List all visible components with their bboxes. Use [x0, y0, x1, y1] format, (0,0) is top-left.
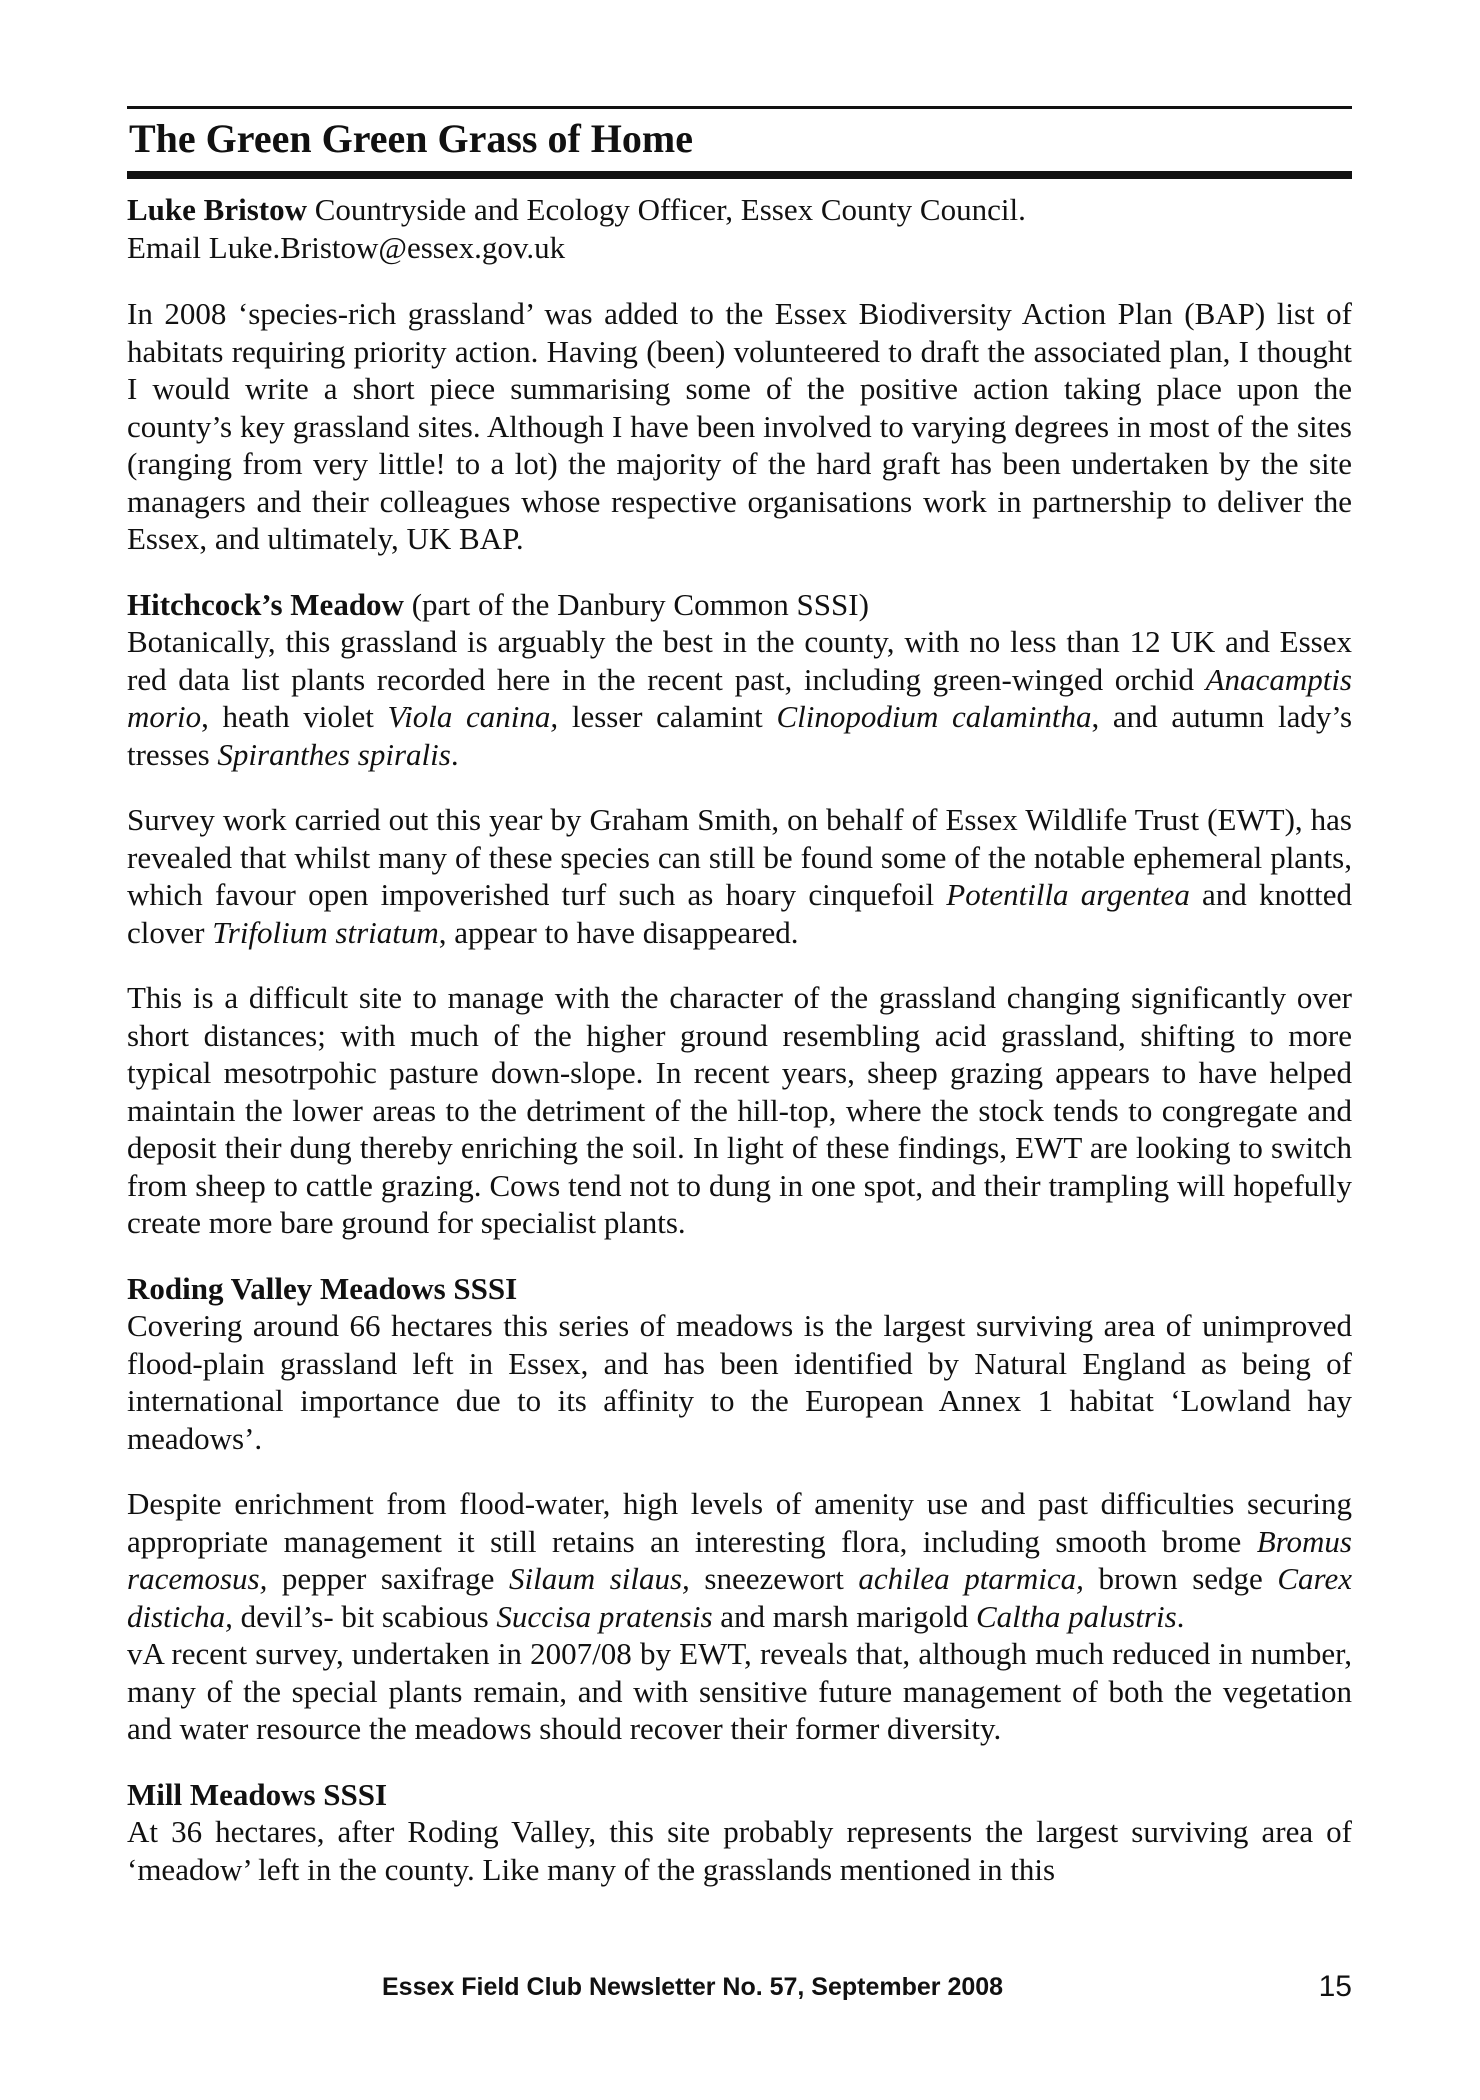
text-run: lesser calamint	[558, 699, 777, 734]
author-block	[127, 191, 1352, 267]
text-run: .	[450, 736, 459, 772]
top-rule	[127, 106, 1352, 109]
text-run: brown sedge	[1083, 1561, 1278, 1596]
text-run: Survey work carried out this year by Graham Smith, on behalf of Essex Wildlife Trust (EWT), has revealed that whilst many of these species can still be found some of the notable ephemeral plants, which favour open impoverished turf such as hoary cinquefoil	[127, 802, 1352, 912]
text-run: and knotted clover	[127, 877, 1353, 950]
section-heading-hitchcock: Hitchcock’s Meadow	[127, 586, 404, 622]
title-rule	[127, 171, 1352, 179]
text-run: sneezewort	[689, 1561, 859, 1596]
species-name: Succisa pratensis	[496, 1598, 713, 1634]
page-number: 15	[1318, 1970, 1352, 2003]
species-name: achilea ptarmica,	[858, 1561, 1084, 1596]
intro-paragraph: In 2008 ‘species-rich grassland’ was added to the Essex Biodiversity Action Plan (BAP) list of habitats requiring priority action. Having (been) volunteered to draft the associated plan, I thought I would write a short piece summarising some of the positive action taking place upon the county’s key grassland sites. Although I have been involved to varying degrees in most of the sites (ranging from very little! to a lot) the majority of the hard graft has been undertaken by the site managers and their colleagues whose respective organisations work in partnership to deliver the Essex, and ultimately, UK BAP.	[127, 296, 1352, 556]
text-run: Botanically, this grassland is arguably the best in the county, with no less than 12 UK and Essex red data list plants recorded here in the recent past, including green-winged orchid	[127, 624, 1352, 697]
author-line	[127, 191, 1352, 229]
text-run: Despite enrichment from flood-water, high levels of amenity use and past difficulties securing appropriate management it still retains an interesting flora, including smooth brome	[127, 1486, 1352, 1559]
author-name: Luke Bristow	[127, 192, 307, 227]
hitchcock-paragraph-2	[127, 801, 1352, 951]
section-heading-note: (part of the Danbury Common SSSI)	[403, 586, 869, 622]
species-name: Spiranthes spiralis	[217, 736, 451, 772]
article-title: The Green Green Grass of Home	[129, 116, 693, 161]
species-name: Potentilla argentea	[946, 877, 1190, 912]
publication-title: Essex Field Club Newsletter No. 57, September 2008	[382, 1973, 1004, 2001]
text-run: Covering around 66 hectares this series of meadows is the largest surviving area of unimproved flood-plain grassland left in Essex, and has been identified by Natural England as being of international importance due to its affinity to the European Annex 1 habitat ‘Lowland hay meadows’.	[127, 1308, 1352, 1456]
mill-section	[127, 1776, 1352, 1889]
species-name: Viola canina,	[387, 699, 559, 734]
roding-paragraph-2	[127, 1485, 1352, 1635]
species-name: Trifolium striatum	[212, 914, 439, 950]
text-run: , and autumn lady’s tresses	[127, 699, 1353, 772]
species-name: Clinopodium calamintha	[776, 699, 1092, 734]
species-name: Caltha palustris	[975, 1598, 1177, 1634]
species-name: Carex disticha,	[127, 1561, 1352, 1634]
text-run: .	[1176, 1598, 1185, 1634]
text-run: At 36 hectares, after Roding Valley, this site probably represents the largest surviving area of ‘meadow’ left in the county. Like many of the grasslands mentioned in this	[127, 1814, 1352, 1887]
hitchcock-paragraph-3: This is a difficult site to manage with the character of the grassland changing significantly over short distances; with much of the higher ground resembling acid grassland, shifting to more typical mesotrpohic pasture down-slope. In recent years, sheep grazing appears to have helped maintain the lower areas to the detriment of the hill-top, where the stock tends to congregate and deposit their dung thereby enriching the soil. In light of these findings, EWT are looking to switch from sheep to cattle grazing. Cows tend not to dung in one spot, and their trampling will hopefully create more bare ground for specialist plants.	[127, 980, 1352, 1240]
species-name: Silaum silaus,	[509, 1561, 690, 1596]
species-name: Anacamptis morio	[127, 661, 1352, 734]
article-page	[127, 106, 1352, 1888]
text-run: pepper saxifrage	[267, 1561, 510, 1596]
text-run: , heath violet	[201, 699, 388, 734]
roding-paragraph-3: vA recent survey, undertaken in 2007/08 by EWT, reveals that, although much reduced in number, many of the special plants remain, and with sensitive future management of both the vegetation and water resource the meadows should recover their former diversity.	[127, 1636, 1352, 1746]
section-heading-roding: Roding Valley Meadows SSSI	[127, 1270, 518, 1306]
author-email: Email Luke.Bristow@essex.gov.uk	[127, 230, 566, 265]
text-run: , appear to have disappeared.	[438, 914, 799, 950]
author-role: Countryside and Ecology Officer, Essex County Council.	[307, 192, 1026, 227]
text-run: devil’s- bit scabious	[232, 1598, 497, 1634]
roding-section	[127, 1270, 1352, 1458]
species-name: Bromus racemosus,	[127, 1523, 1352, 1596]
hitchcock-section	[127, 586, 1352, 774]
text-run: and marsh marigold	[712, 1598, 976, 1634]
section-heading-mill: Mill Meadows SSSI	[127, 1776, 388, 1812]
